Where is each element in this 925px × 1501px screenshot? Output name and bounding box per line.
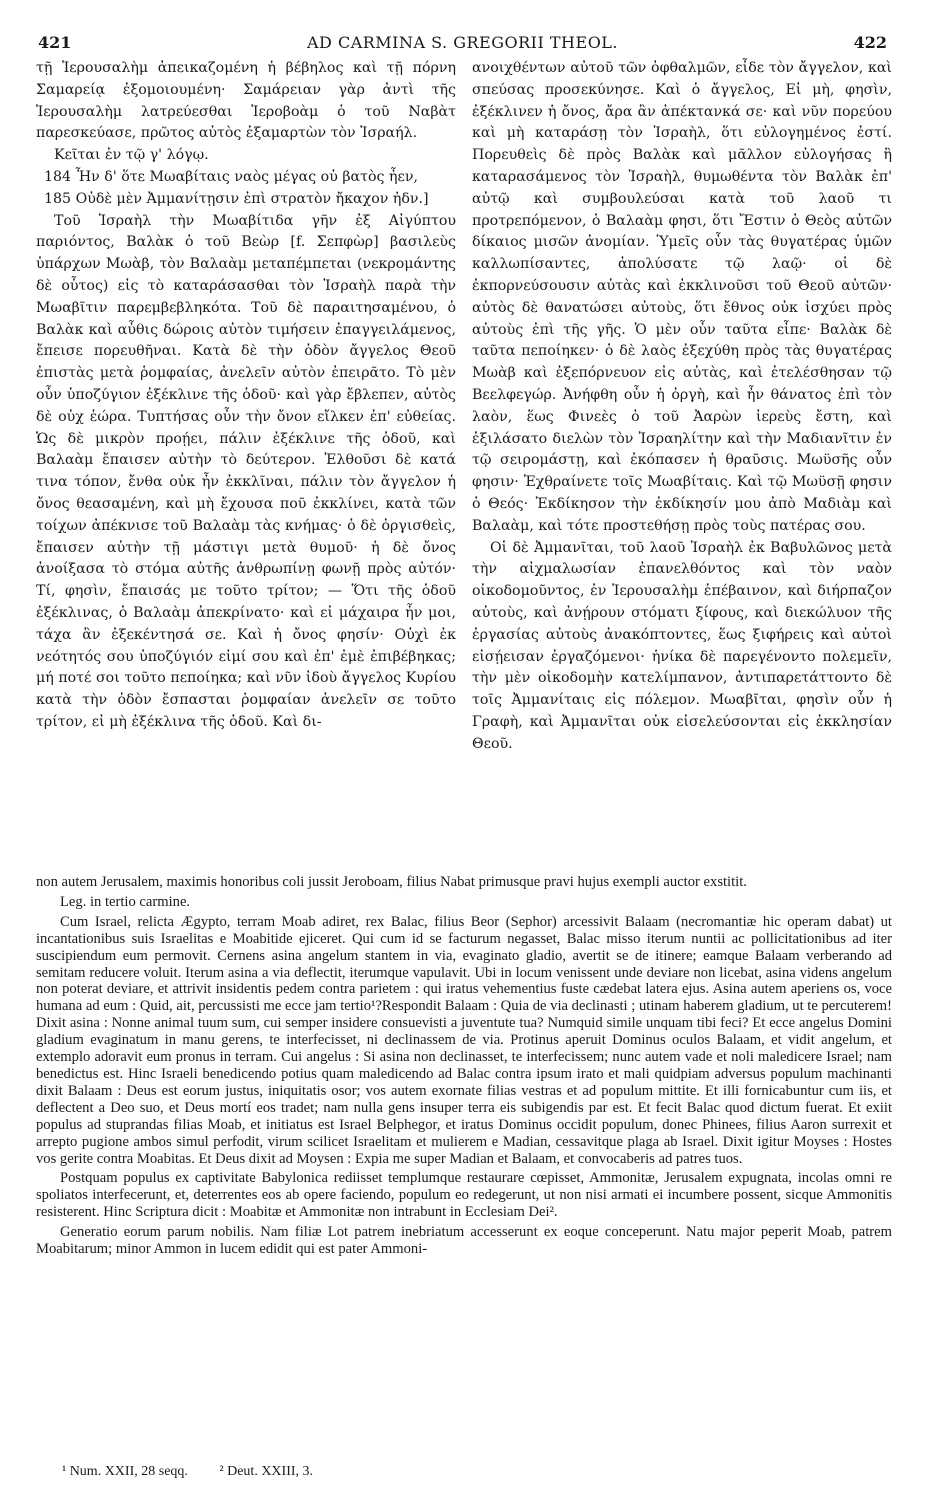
- latin-paragraph: non autem Jerusalem, maximis honoribus coli jussit Jeroboam, filius Nabat primusque pravi hujus exempli auctor exstitit.: [36, 874, 747, 890]
- verse-line: 185 Οὐδὲ μὲν Ἀμμανίτῃσιν ἐπὶ στρατὸν ἤκαχον ἠδν.]: [44, 190, 429, 207]
- greek-paragraph: Οἱ δὲ Ἀμμανῖται, τοῦ λαοῦ Ἰσραὴλ ἐκ Βαβυλῶνος μετὰ τὴν αἰχμαλωσίαν ἐπανελθόντος καὶ τὸν ναὸν οἰκοδομοῦντος, ἐν Ἱερουσαλὴμ ἐπέβαινον, καὶ διήρπαζον αὐτοὺς, καὶ ἀνῄρουν στόματι ξίφους, καὶ διεκώλυον τῆς ἐργασίας αὐτοὺς ἀνακόπτοντες, ἕως ξιφήρεις καὶ αὐτοὶ εἰσῄεισαν ἐργαζόμενοι· ἡνίκα δὲ παρεγένοντο πολεμεῖν, τὴν μὲν οἰκοδομὴν κατελίμπανον, ἀντιπαρετάττοντο δὲ τοῖς Ἀμμανίταις εἰς πόλεμον. Μωαβῖται, φησὶν οὖν ἡ Γραφὴ, καὶ Ἀμμανῖται οὐκ εἰσελεύσονται εἰς ἐκκλησίαν Θεοῦ.: [472, 539, 892, 752]
- page-number-left: 421: [38, 33, 72, 52]
- latin-paragraph: Cum Israel, relicta Ægypto, terram Moab adiret, rex Balac, filius Beor (Sephor) arcessivit Balaam (necromantiæ hic operam dabat) ut incantationibus suis Israelitas e Moabitide ejiceret. Qui cum id se facturum negasset, Balac misso iterum nuntii ac pollicitationibus ad iter suscipiendum eum permovit. Cernens asina angelum stantem in via, evaginato gladio, avertit se de itinere; eamque Balaam verberando ad semitam reducere voluit. Iterum asina a via deflectit, iterumque vapulavit. Ubi in locum venissent unde deviare non licebat, asina videns angelum non poterat deviare, et attrivit insidentis pedem contra parietem : qui iratus vehementius fuste cædebat latera ejus. Asina autem aperiens os, voce humana ad eum : Quid, ait, percussisti me ecce jam tertio¹?Respondit Balaam : Quia de via declinasti ; utinam haberem gladium, ut te percuterem! Dixit asina : Nonne animal tuum sum, cui semper insidere consuevisti a juventute tua? Numquid simile unquam tibi feci? Et ecce angelus Domini gladium evaginatum in manu gerens, te interfecisset, ni declinassem de via. Protinus aperuit Dominus oculos Balaam, et vidit angelum, et extemplo adoravit eum pronus in terram. Cui angelus : Si asina non declinasset, te interfecissem; nunc autem vade et noli maledicere Israel; nam benedictus est. Hinc Israeli benedicendo potius quam maledicendo ad Balac contra ipsum irato et mali quidpiam adversus populum machinanti dixit Balaam : Deus est eorum justus, iniquitatis osor; vos autem exornate filias vestras et ad populum mittite. Et illi fornicabuntur cum iis, et deflectent a Deo suo, et Deus mortí eos tradet; nam nulla gens insuper terra eis subigendis par est. Et fecit Balac quod dictum fuerat. Et exiit populus ad stuprandas filias Moab, et initiatus est Israel Belphegor, et iratus Dominus occidit populum, donec Phinees, filius Aaron surrexit et arrepto pugione ambos simul perfodit, virum scilicet Israelitam et mulierem e Madian, cessavitque plaga ab Israel. Dixit igitur Moyses : Hostes vos gerite contra Moabitas. Et Deus dixit ad Moysen : Expia me super Madian et Balaam, et convocaberis ad patres tuos.: [36, 913, 892, 1167]
- latin-paragraph: Generatio eorum parum nobilis. Nam filiæ Lot patrem inebriatum accesserunt ex eoque conceperunt. Natu major peperit Moab, patrem Moabitarum; minor Ammon in lucem edidit qui est pater Ammoni-: [36, 1224, 892, 1258]
- latin-paragraph: Leg. in tertio carmine.: [60, 893, 191, 910]
- greek-paragraph: Τοῦ Ἰσραὴλ τὴν Μωαβίτιδα γῆν ἐξ Αἰγύπτου παριόντος, Βαλὰκ ὁ τοῦ Βεὼρ [f. Σεπφὼρ] βασιλεὺς ὑπάρχων Μωὰβ, τὸν Βαλαὰμ μεταπέμπεται (νεκρομάντης δὲ οὗτος) εἰς τὸ καταράσασθαι τὸν Ἰσραὴλ παρὰ τὴν Μωαβῖτιν παρεμβεβληκότα. Τοῦ δὲ παραιτησαμένου, ὁ Βαλὰκ καὶ αὖθις δώροις αὐτὸν τιμήσειν ἐπαγγειλάμενος, ἔπεισε πορευθῆναι. Κατὰ δὲ τὴν ὁδὸν ἄγγελος Θεοῦ ἐπιστὰς μετὰ ῥομφαίας, ἀνελεῖν αὐτὸν ἐπειρᾶτο. Τὸ μὲν οὖν ὑποζύγιον ἐξέκλινε τῆς ὁδοῦ· καὶ γὰρ ἔβλεπεν, αὐτὸς δὲ οὐχ ἑώρα. Τυπτήσας οὖν τὴν ὄνον εἴλκεν ἐπ' εὐθείας. Ὡς δὲ μικρὸν προῄει, πάλιν ἐξέκλινε τῆς ὁδοῦ, καὶ Βαλαὰμ ἔπαισεν αὐτὴν τὸ δεύτερον. Ἐλθοῦσι δὲ κατά τινα τόπον, ἔνθα οὐκ ἦν ἐκκλῖναι, πάλιν τὸν ἄγγελον ἡ ὄνος θεασαμένη, καὶ μὴ ἔχουσα ποῦ ἐκκλίνει, κατὰ τῶν τοίχων ἀπέκνισε τοῦ Βαλαὰμ τὰς κνήμας· ὁ δὲ ὀργισθεὶς, ἔπαισεν αὐτὴν τῇ μάστιγι μετὰ θυμοῦ· ἡ δὲ ὄνος ἀνοίξασα τὸ στόμα αὐτῆς ἀνθρωπίνῃ φωνῇ πρὸς αὐτόν· Τί, φησὶν, ἔπαισάς με τοῦτο τρίτον; — Ὅτι τῆς ὁδοῦ ἐξέκλινας, ὁ Βαλαὰμ ἀπεκρίνατο· καὶ εἰ μάχαιρα ἦν μοι, τάχα ἂν ἐξεκέντησά σε. Καὶ ἡ ὄνος φησίν· Οὐχὶ ἐκ νεότητός σου ὑποζύγιόν εἰμί σου καὶ ἐπ' ἐμὲ ἐπιβέβηκας; μή ποτέ σοι τοῦτο πεποίηκα; καὶ νῦν ἰδοὺ ἄγγελος Κυρίου κατὰ τὴν ὁδὸν ἔσπασται ῥομφαίαν ἀνελεῖν σε τοῦτο τρίτον, εἰ μὴ ἐξέκλινα τῆς ὁδοῦ. Καὶ δι-: [36, 212, 456, 730]
- greek-paragraph: τῇ Ἱερουσαλὴμ ἀπεικαζομένη ἡ βέβηλος καὶ τῇ πόρνη Σαμαρείᾳ ἐξομοιουμένη· Σαμάρειαν γὰρ ἀντὶ τῆς Ἱερουσαλὴμ λατρεύεσθαι Ἱεροβοὰμ ὁ τοῦ Ναβὰτ παρεσκεύασε, πρῶτος αὐτὸς ἐξαμαρτὼν τὸν Ἰσραήλ.: [36, 60, 456, 142]
- greek-column-left: [36, 58, 456, 866]
- verse-line: 184 Ἦν δ' ὅτε Μωαβίταις ναὸς μέγας οὐ βατὸς ἦεν,: [44, 168, 418, 185]
- footnote: ² Deut. XXIII, 3.: [219, 1464, 314, 1479]
- running-header: [36, 33, 889, 57]
- footnote: ¹ Num. XXII, 28 seqq.: [62, 1464, 188, 1479]
- latin-paragraph: Postquam populus ex captivitate Babylonica rediisset templumque restaurare cœpisset, Ammonitæ, Jerusalem expugnata, incolas omni re spoliatos interfecerunt, et, deterrentes eos ab opere faciendo, populum eo redegerunt, ut non nisi armati ei incumbere possent, sicque Ammonitis resisterent. Hinc Scriptura dicit : Moabitæ et Ammonitæ non intrabunt in Ecclesiam Dei².: [36, 1170, 892, 1221]
- greek-paragraph: Κεῖται ἐν τῷ γ' λόγῳ.: [54, 147, 209, 164]
- latin-translation: [36, 874, 892, 1446]
- footnotes: [62, 1464, 341, 1480]
- greek-column-right: [472, 58, 892, 866]
- greek-paragraph: ανοιχθέντων αὐτοῦ τῶν ὀφθαλμῶν, εἶδε τὸν ἄγγελον, καὶ σπεύσας προσεκύνησε. Καὶ ὁ ἄγγελος, Εἰ μὴ, φησὶν, ἐξέκλινεν ἡ ὄνος, ἄρα ἂν ἀπέκτανκά σε· καὶ νῦν πορεύου καὶ μὴ καταράσῃ τὸν Ἰσραὴλ, ὅτι εὐλογημένος ἐστί. Πορευθεὶς δὲ πρὸς Βαλὰκ καὶ μᾶλλον εὐλογήσας ἢ καταρασάμενος τὸν Ἰσραὴλ, θυμωθέντα τὸν Βαλὰκ ἐπ' αὐτῷ καὶ συμβουλεύσαι κατὰ τοῦ λαοῦ τι προτρεπόμενον, ὁ Βαλαὰμ φησι, ὅτι Ἔστιν ὁ Θεὸς αὐτῶν δίκαιος μισῶν ἀνομίαν. Ὑμεῖς οὖν τὰς θυγατέρας ὑμῶν καλλωπίσαντες, ἀπολύσατε τῷ λαῷ· οἱ δὲ ἐκπορνεύσουσιν αὐτὰς καὶ ἐκκλινοῦσι τοῦ Θεοῦ αὐτῶν· αὐτὸς δὲ θανατώσει αὐτοὺς, ὅτι ἔθνος οὐκ ἰσχύει πρὸς αὐτοὺς ἐπὶ τῆς γῆς. Ὁ μὲν οὖν ταῦτα εἶπε· Βαλὰκ δὲ ταῦτα πεποίηκεν· ὁ δὲ λαὸς ἐξεχύθη πρὸς τὰς θυγατέρας Μωὰβ καὶ ἐξεπόρνευον εἰς αὐτὰς, καὶ ἐτελέσθησαν τῷ Βεελφεγώρ. Ἀνήφθη οὖν ἡ ὀργὴ, καὶ ἦν θάνατος ἐπὶ τὸν λαὸν, ἕως Φινεὲς ὁ τοῦ Ἀαρὼν ἱερεὺς ἔστη, καὶ ἐξιλάσατο διελὼν τὸν Ἰσραηλίτην καὶ τὴν Μαδιανῖτιν ἐν τῷ σειρομάστῃ, καὶ ἐκόπασεν ἡ θραῦσις. Μωϋσῆς οὖν φησιν· Ἐχθραίνετε τοῖς Μωαβίταις. Καὶ τῷ Μωϋσῇ φησιν ὁ Θεός· Ἐκδίκησον τὴν ἐκδίκησίν μου ἀπὸ Μαδιὰμ καὶ Βαλαὰμ, καὶ τότε προστεθήσῃ πρὸς τοὺς πατέρας σου.: [472, 60, 892, 534]
- running-title: AD CARMINA S. GREGORII THEOL.: [306, 33, 619, 52]
- page-number-right: 422: [853, 33, 887, 52]
